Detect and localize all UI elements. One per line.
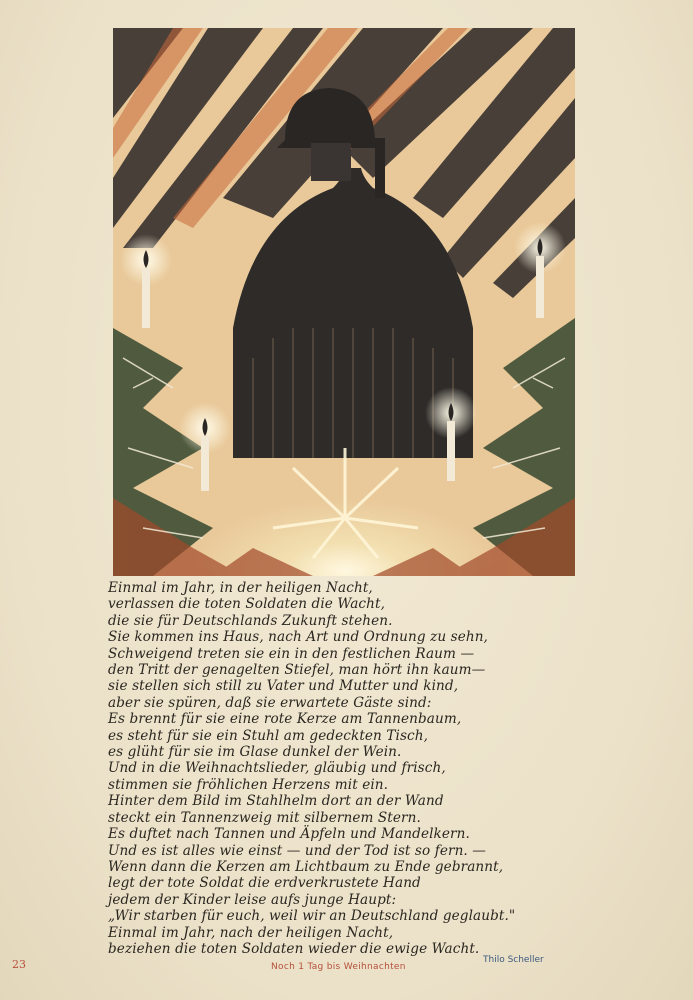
poem-line: Und es ist alles wie einst — und der Tod ist so fern. — bbox=[108, 842, 486, 859]
poem-line: aber sie spüren, daß sie erwartete Gäste sind: bbox=[108, 694, 432, 711]
author-name: Thilo Scheller bbox=[483, 955, 544, 965]
page-number: 23 bbox=[12, 958, 26, 971]
poem-text bbox=[108, 580, 578, 957]
poem-line: Und in die Weihnachtslieder, gläubig und frisch, bbox=[108, 760, 446, 777]
poem-line: Sie kommen ins Haus, nach Art und Ordnung zu sehn, bbox=[108, 629, 488, 646]
poem-line: jedem der Kinder leise aufs junge Haupt: bbox=[108, 891, 397, 908]
poem-line: den Tritt der genagelten Stiefel, man hört ihn kaum— bbox=[108, 662, 486, 679]
poem-line: es glüht für sie im Glase dunkel der Wein. bbox=[108, 744, 402, 761]
poem-line: Hinter dem Bild im Stahlhelm dort an der Wand bbox=[108, 793, 444, 810]
poem-line: „Wir starben für euch, weil wir an Deutschland geglaubt." bbox=[108, 908, 516, 925]
poem-line: Wenn dann die Kerzen am Lichtbaum zu Ende gebrannt, bbox=[108, 858, 504, 875]
poem-line: Einmal im Jahr, nach der heiligen Nacht, bbox=[108, 924, 394, 941]
poem-line: Schweigend treten sie ein in den festlichen Raum — bbox=[108, 645, 475, 662]
poem-line: die sie für Deutschlands Zukunft stehen. bbox=[108, 612, 393, 629]
poem-line: verlassen die toten Soldaten die Wacht, bbox=[108, 596, 385, 613]
poem-line: es steht für sie ein Stuhl am gedeckten Tisch, bbox=[108, 727, 429, 744]
poem-line: Es duftet nach Tannen und Äpfeln und Mandelkern. bbox=[108, 826, 470, 843]
countdown-caption: Noch 1 Tag bis Weihnachten bbox=[271, 962, 406, 972]
poem-line: beziehen die toten Soldaten wieder die ewige Wacht. bbox=[108, 940, 480, 957]
poem-line: sie stellen sich still zu Vater und Mutter und kind, bbox=[108, 678, 459, 695]
poem-line: Einmal im Jahr, in der heiligen Nacht, bbox=[108, 580, 373, 596]
poem-line: stimmen sie fröhlichen Herzens mit ein. bbox=[108, 776, 389, 793]
poem-line: steckt ein Tannenzweig mit silbernem Stern. bbox=[108, 809, 421, 826]
poem-line: legt der tote Soldat die erdverkrustete Hand bbox=[108, 875, 421, 892]
woodcut-illustration bbox=[113, 28, 575, 576]
poem-line: Es brennt für sie eine rote Kerze am Tannenbaum, bbox=[108, 711, 462, 728]
